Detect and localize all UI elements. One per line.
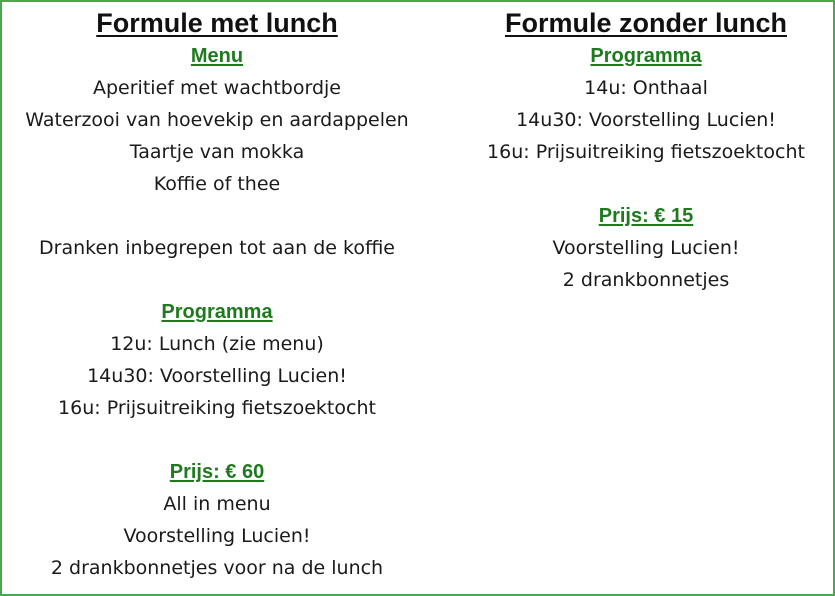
- programma-item: 16u: Prijsuitreiking fietszoektocht: [58, 397, 376, 419]
- prijs-item: 2 drankbonnetjes voor na de lunch: [50, 557, 384, 579]
- programma-heading-right: Programma: [590, 45, 702, 67]
- prijs-item: Voorstelling Lucien!: [123, 525, 311, 547]
- menu-item: Taartje van mokka: [129, 141, 305, 163]
- prijs-item: All in menu: [163, 493, 271, 515]
- programma-item: 14u30: Voorstelling Lucien!: [87, 365, 347, 387]
- menu-heading: Menu: [190, 45, 244, 67]
- prijs-heading-right: Prijs: € 15: [598, 205, 694, 227]
- prijs-item: Voorstelling Lucien!: [552, 237, 740, 259]
- menu-item: Koffie of thee: [153, 173, 281, 195]
- programma-heading-left: Programma: [161, 301, 273, 323]
- formule-zonder-lunch-column: [436, 6, 835, 296]
- menu-drinks-note: Dranken inbegrepen tot aan de koffie: [39, 237, 395, 259]
- prijs-item: 2 drankbonnetjes: [562, 269, 730, 291]
- programma-item: 12u: Lunch (zie menu): [110, 333, 324, 355]
- programma-item: 14u30: Voorstelling Lucien!: [516, 109, 776, 131]
- programma-item: 16u: Prijsuitreiking fietszoektocht: [487, 141, 805, 163]
- formule-met-lunch-column: [6, 6, 428, 584]
- menu-item: Waterzooi van hoevekip en aardappelen: [25, 109, 409, 131]
- prijs-heading-left: Prijs: € 60: [169, 461, 265, 483]
- menu-item: Aperitief met wachtbordje: [93, 77, 341, 99]
- programma-item: 14u: Onthaal: [584, 77, 708, 99]
- formule-zonder-lunch-title: Formule zonder lunch: [504, 8, 787, 38]
- formule-met-lunch-title: Formule met lunch: [96, 8, 338, 38]
